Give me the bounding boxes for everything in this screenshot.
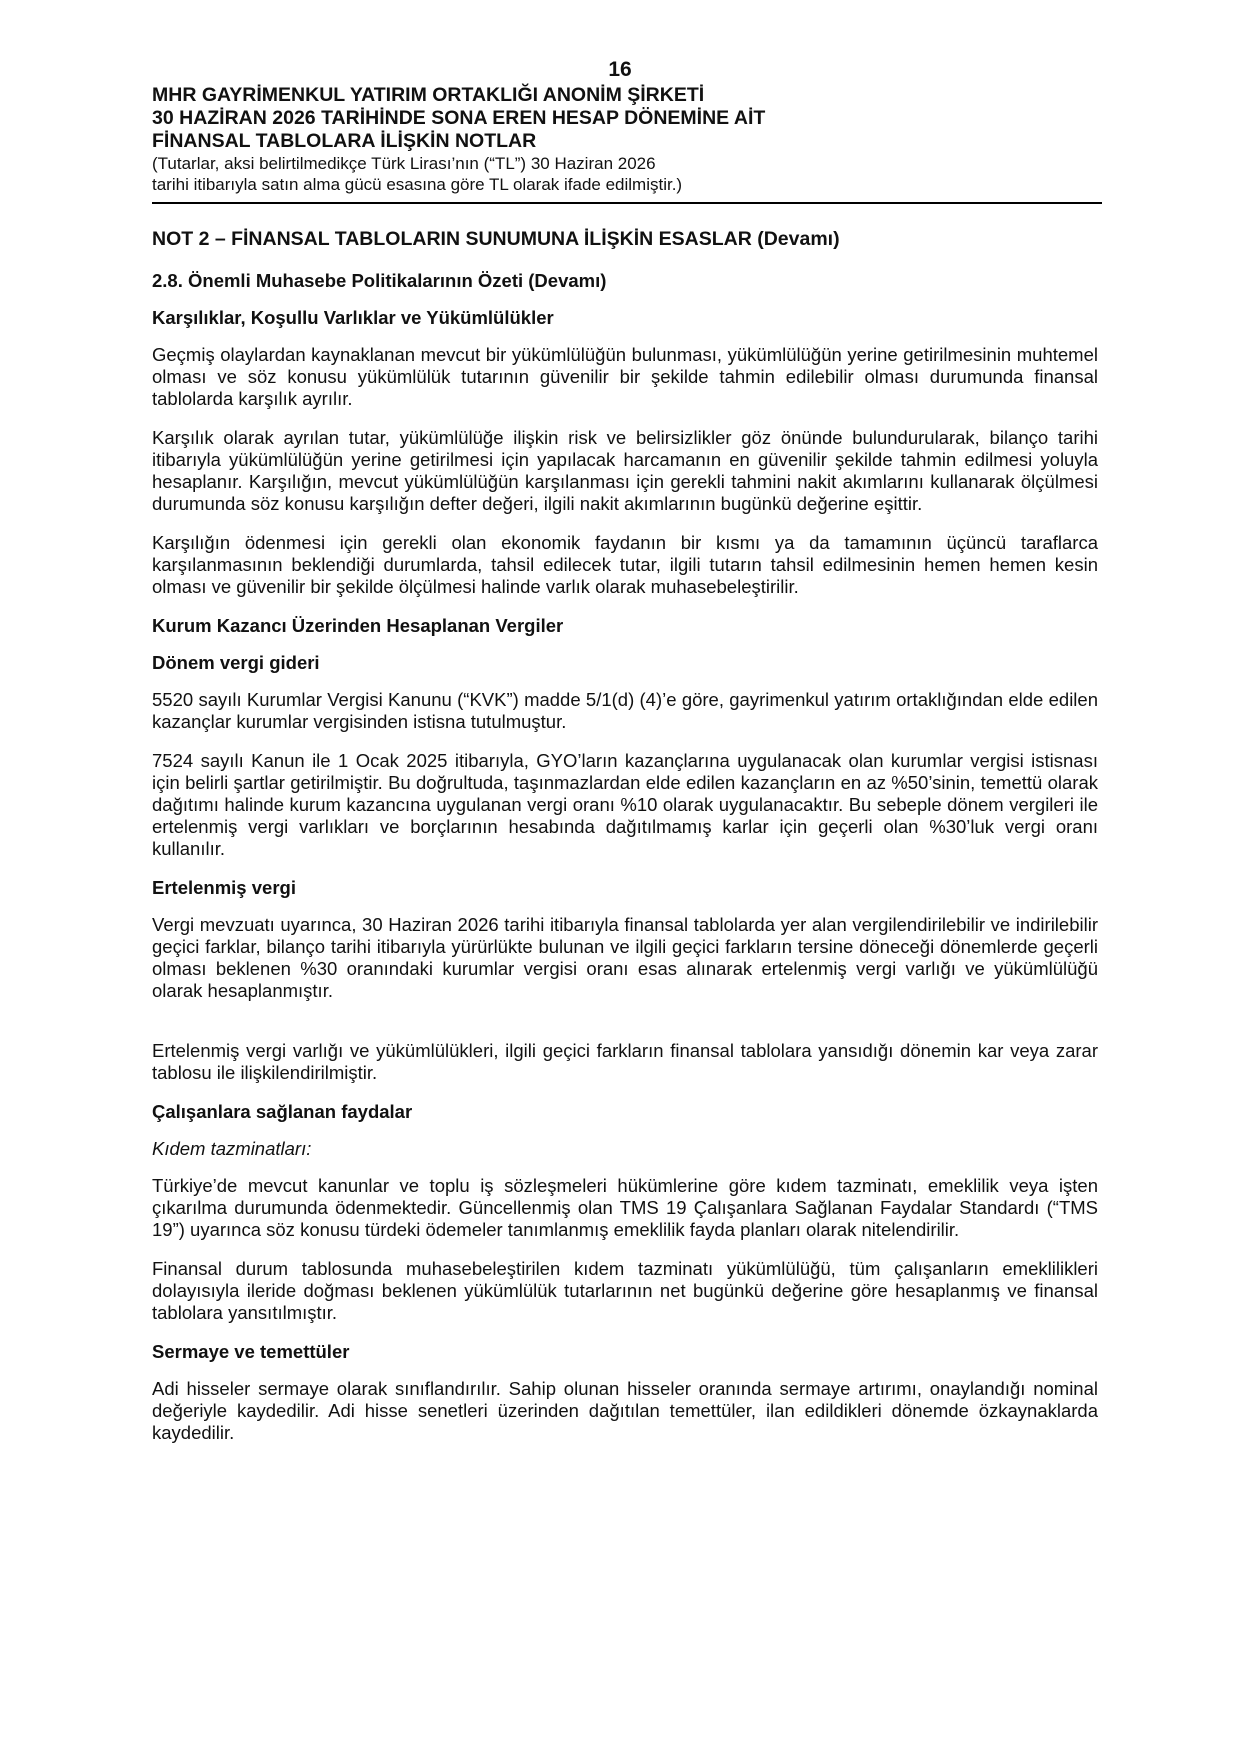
employee-benefits-heading: Çalışanlara sağlanan faydalar — [152, 1101, 413, 1122]
current-tax-heading: Dönem vergi gideri — [152, 652, 320, 673]
taxes-paragraph-1: 5520 sayılı Kurumlar Vergisi Kanunu (“KVK”) madde 5/1(d) (4)’e göre, gayrimenkul yatırım ortaklığından elde edilen kazançlar kurumlar vergisinden istisna tutulmuştur. — [152, 689, 1098, 732]
employees-paragraph-2: Finansal durum tablosunda muhasebeleştirilen kıdem tazminatı yükümlülüğü, tüm çalışanların emeklilikleri dolayısıyla ileride doğması beklenen yükümlülük tutarlarının net bugünkü değerine göre hesaplanmış ve finansal tablolara yansıtılmıştır. — [152, 1258, 1098, 1323]
provisions-paragraph-1: Geçmiş olaylardan kaynaklanan mevcut bir yükümlülüğün bulunması, yükümlülüğün yerine getirilmesinin muhtemel olması ve söz konusu yükümlülük tutarının güvenilir bir şekilde tahmin edilebilir olması durumunda finansal tablolarda karşılık ayrılır. — [152, 344, 1098, 409]
employees-paragraph-1: Türkiye’de mevcut kanunlar ve toplu iş sözleşmeleri hükümlerine göre kıdem tazminatı, emeklilik veya işten çıkarılma durumunda ödenmektedir. Güncellenmiş olan TMS 19 Çalışanlara Sağlanan Faydalar Standardı (“TMS 19”) uyarınca söz konusu türdeki ödemeler tanımlanmış emeklilik fayda planları olarak nitelendirilir. — [152, 1175, 1098, 1240]
severance-subheading: Kıdem tazminatları: — [152, 1138, 312, 1159]
note-title: NOT 2 – FİNANSAL TABLOLARIN SUNUMUNA İLİŞKİN ESASLAR (Devamı) — [152, 228, 840, 250]
reporting-period: 30 HAZİRAN 2026 TARİHİNDE SONA EREN HESAP DÖNEMİNE AİT — [152, 107, 766, 129]
document-title: FİNANSAL TABLOLARA İLİŞKİN NOTLAR — [152, 130, 537, 152]
taxes-paragraph-2: 7524 sayılı Kanun ile 1 Ocak 2025 itibarıyla, GYO’ların kazançlarına uygulanacak olan kurumlar vergisi istisnası için belirli şartlar getirilmiştir. Bu doğrultuda, taşınmazlardan elde edilen kazançların en az %50’sinin, temettü olarak dağıtımı halinde kurum kazancına uygulanan vergi oranı %10 olarak uygulanacaktır. Bu sebeple dönem vergileri ile ertelenmiş vergi varlıkları ve borçlarının hesabında dağıtılmamış karlar için geçerli olan %30’luk vergi oranı kullanılır. — [152, 750, 1098, 859]
taxes-paragraph-4: Ertelenmiş vergi varlığı ve yükümlülükleri, ilgili geçici farkların finansal tablolara yansıdığı dönemin kar veya zarar tablosu ile ilişkilendirilmiştir. — [152, 1040, 1098, 1083]
document-header — [152, 84, 1102, 195]
page-number: 16 — [608, 58, 632, 81]
company-name: MHR GAYRİMENKUL YATIRIM ORTAKLIĞI ANONİM ŞİRKETİ — [152, 84, 705, 106]
taxes-paragraph-3: Vergi mevzuatı uyarınca, 30 Haziran 2026 tarihi itibarıyla finansal tablolarda yer alan vergilendirilebilir ve indirilebilir geçici farklar, bilanço tarihi itibarıyla yürürlükte bulunan ve ilgili geçici farkların tersine döneceği dönemlerde geçerli olması beklenen %30 oranındaki kurumlar vergisi oranı esas alınarak ertelenmiş vergi varlığı ve yükümlülüğü olarak hesaplanmıştır. — [152, 914, 1098, 1001]
provisions-paragraph-2: Karşılık olarak ayrılan tutar, yükümlülüğe ilişkin risk ve belirsizlikler göz önünde bulundurularak, bilanço tarihi itibarıyla yükümlülüğün yerine getirilmesi için yapılacak harcamanın en güvenilir şekilde tahmin edilmesi yoluyla hesaplanır. Karşılığın, mevcut yükümlülüğün karşılanması için gerekli tahmini nakit akımlarını kullanarak ölçülmesi durumunda söz konusu karşılığın defter değeri, ilgili nakit akımlarının bugünkü değerine eşittir. — [152, 427, 1098, 514]
header-divider — [152, 202, 1102, 204]
taxes-heading: Kurum Kazancı Üzerinden Hesaplanan Vergiler — [152, 615, 564, 636]
section-title: 2.8. Önemli Muhasebe Politikalarının Özeti (Devamı) — [152, 270, 607, 291]
capital-paragraph-1: Adi hisseler sermaye olarak sınıflandırılır. Sahip olunan hisseler oranında sermaye artırımı, onaylandığı nominal değeriyle kaydedilir. Adi hisse senetleri üzerinden dağıtılan temettüler, ilan edildikleri dönemde özkaynaklarda kaydedilir. — [152, 1378, 1098, 1443]
provisions-paragraph-3: Karşılığın ödenmesi için gerekli olan ekonomik faydanın bir kısmı ya da tamamının üçüncü taraflarca karşılanmasının beklendiği durumlarda, tahsil edilecek tutar, ilgili tutarın tahsil edilmesinin hemen hemen kesin olması ve güvenilir bir şekilde ölçülmesi halinde varlık olarak muhasebeleştirilir. — [152, 532, 1098, 597]
currency-note-line-1: (Tutarlar, aksi belirtilmedikçe Türk Lirası’nın (“TL”) 30 Haziran 2026 — [152, 154, 656, 173]
capital-heading: Sermaye ve temettüler — [152, 1341, 350, 1362]
deferred-tax-heading: Ertelenmiş vergi — [152, 877, 296, 898]
provisions-heading: Karşılıklar, Koşullu Varlıklar ve Yükümlülükler — [152, 307, 554, 328]
document-body — [152, 228, 1098, 1461]
currency-note-line-2: tarihi itibarıyla satın alma gücü esasına göre TL olarak ifade edilmiştir.) — [152, 175, 683, 194]
